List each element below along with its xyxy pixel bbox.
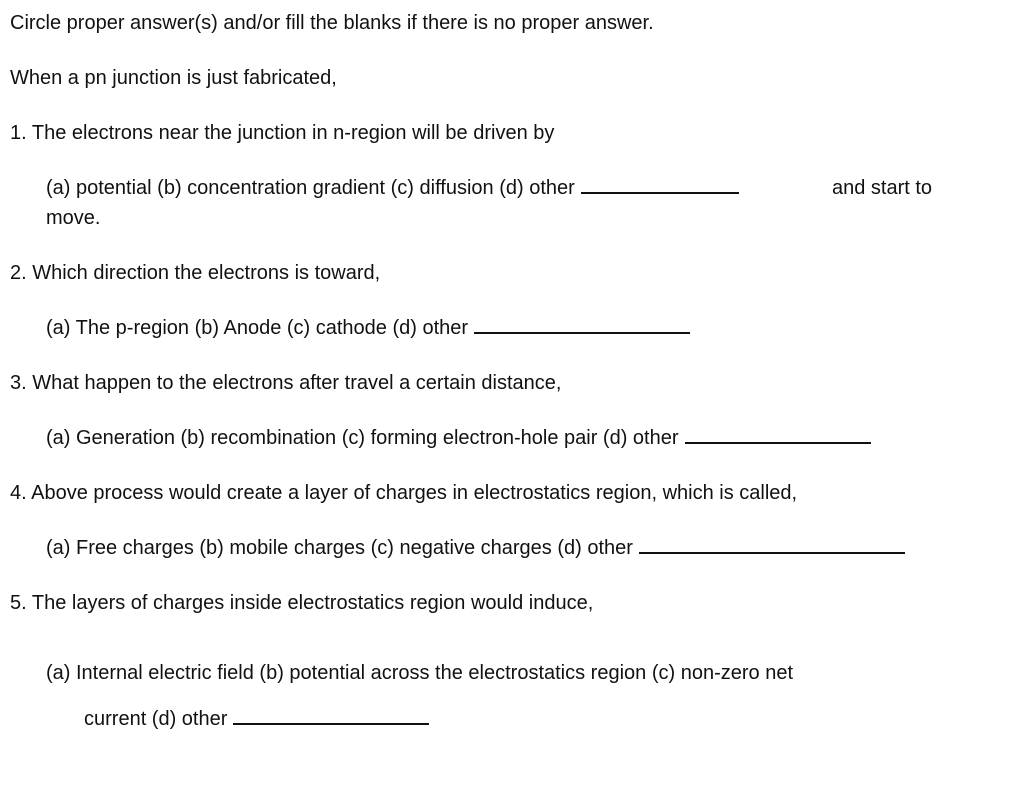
question-4-options [46, 535, 905, 561]
question-3-blank[interactable] [685, 428, 871, 444]
question-3-options-text: (a) Generation (b) recombination (c) forming electron-hole pair (d) other [46, 427, 679, 449]
question-5-prompt: 5. The layers of charges inside electrostatics region would induce, [10, 592, 594, 614]
question-3-prompt: 3. What happen to the electrons after travel a certain distance, [10, 372, 562, 394]
question-1-options-text: (a) potential (b) concentration gradient (c) diffusion (d) other [46, 177, 575, 199]
question-5-continuation [84, 706, 429, 732]
question-1-options [46, 175, 739, 201]
question-4-options-text: (a) Free charges (b) mobile charges (c) negative charges (d) other [46, 537, 633, 559]
question-2-prompt: 2. Which direction the electrons is toward, [10, 262, 381, 284]
question-4-prompt: 4. Above process would create a layer of charges in electrostatics region, which is called, [10, 482, 798, 504]
instructions: Circle proper answer(s) and/or fill the blanks if there is no proper answer. [10, 12, 654, 34]
question-1-continuation: move. [46, 207, 101, 229]
question-2-options [46, 315, 690, 341]
question-1-blank[interactable] [581, 178, 739, 194]
question-1-suffix: and start to [832, 177, 933, 199]
question-5-blank[interactable] [233, 709, 429, 725]
intro-text: When a pn junction is just fabricated, [10, 67, 337, 89]
question-4-blank[interactable] [639, 538, 905, 554]
question-5-continuation-text: current (d) other [84, 708, 228, 730]
question-1-prompt: 1. The electrons near the junction in n-region will be driven by [10, 122, 555, 144]
question-2-options-text: (a) The p-region (b) Anode (c) cathode (d) other [46, 317, 469, 339]
question-2-blank[interactable] [474, 318, 690, 334]
question-5-options: (a) Internal electric field (b) potential across the electrostatics region (c) non-zero net [46, 662, 794, 684]
question-3-options [46, 425, 871, 451]
